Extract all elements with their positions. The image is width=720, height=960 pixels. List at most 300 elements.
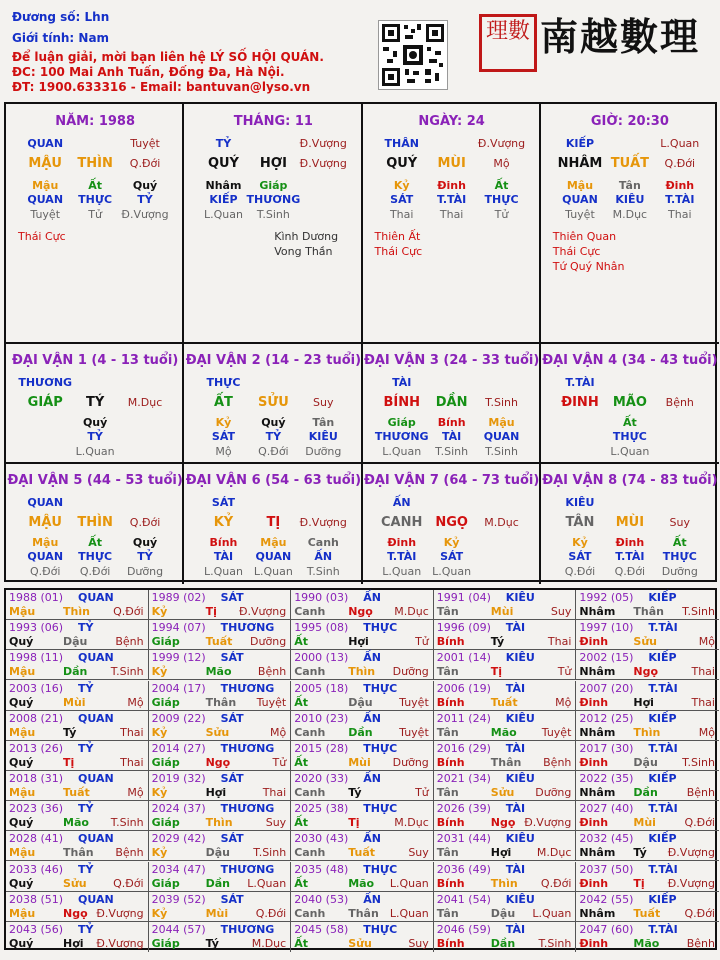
year-cell [149, 741, 292, 771]
hidden-stage: Q.Đới [29, 565, 61, 578]
year-branch: Thìn [63, 605, 90, 618]
hidden-god: THỰC [662, 550, 697, 563]
year-branch: Mùi [348, 755, 371, 769]
year-stage: Dưỡng [392, 755, 429, 769]
hidden-god: TỶ [137, 550, 153, 563]
year-label: 1988 (01) [9, 591, 64, 604]
year-cell [434, 831, 577, 861]
year-label: 2036 (49) [436, 862, 491, 876]
pillar-stem: MẬU [28, 156, 62, 171]
year-branch: Dậu [490, 906, 516, 920]
luck-stage: Q.Đới [129, 516, 161, 529]
year-god: ẤN [363, 651, 381, 665]
year-stem: Kỷ [151, 786, 168, 799]
year-cell [434, 620, 577, 650]
year-branch: Dần [205, 876, 230, 890]
year-label: 2017 (30) [579, 741, 634, 755]
hidden-god: T.TÀI [615, 550, 645, 563]
year-stem: Mậu [9, 725, 36, 739]
year-branch: Tị [63, 755, 75, 769]
year-stem: Mậu [9, 906, 36, 920]
year-branch: Sửu [205, 725, 230, 739]
hidden-stem: Kỷ [215, 416, 232, 429]
year-god: THƯƠNG [220, 922, 275, 936]
hidden-stem: Mậu [260, 536, 287, 549]
luck-title: ĐẠI VẬN 1 (4 - 13 tuổi) [11, 353, 179, 368]
year-cell [291, 681, 434, 711]
hidden-stem: Canh [307, 536, 339, 549]
hidden-god: KIÊU [308, 430, 338, 443]
hidden-stem: Quý [132, 179, 158, 192]
year-label: 2033 (46) [9, 862, 64, 876]
year-cell [291, 650, 434, 680]
year-cell [576, 741, 719, 771]
year-stage: M.Dục [394, 816, 429, 830]
year-branch: Tuất [63, 786, 90, 799]
year-stem: Tân [436, 786, 459, 799]
hidden-stem: Đinh [665, 179, 695, 192]
year-branch: Tị [348, 816, 360, 830]
year-stem: Kỷ [151, 605, 168, 618]
year-stage: T.Sinh [538, 936, 572, 950]
year-branch: Thân [633, 605, 664, 618]
hidden-stem: Bính [209, 536, 238, 549]
year-stage: Tử [415, 635, 429, 649]
year-god: ẤN [363, 832, 381, 846]
year-label: 2047 (60) [579, 922, 634, 936]
hidden-stage: T.Sinh [306, 565, 340, 578]
year-god: THƯƠNG [220, 621, 275, 635]
year-label: 2021 (34) [436, 772, 491, 785]
year-cell [576, 831, 719, 861]
year-stem: Tân [436, 665, 459, 679]
year-cell [6, 771, 149, 801]
hidden-stage: Q.Đới [258, 445, 289, 458]
year-cell [6, 590, 149, 620]
year-cell [6, 831, 149, 861]
year-cell [434, 892, 577, 922]
year-stage: L.Quan [247, 876, 287, 890]
year-stage: T.Sinh [682, 755, 715, 769]
year-branch: Tị [633, 876, 645, 890]
year-cell [576, 620, 719, 650]
year-branch: Thân [63, 846, 94, 860]
pillar-branch: THÌN [77, 156, 113, 171]
year-branch: Dậu [348, 695, 373, 709]
hidden-god: TÀI [213, 550, 234, 563]
year-branch: Dậu [633, 755, 658, 769]
year-stage: Q.Đới [684, 816, 715, 830]
year-stage: Mộ [127, 786, 144, 799]
year-label: 2001 (14) [436, 651, 491, 665]
year-cell [434, 741, 577, 771]
pillar-title: NĂM: 1988 [55, 114, 136, 129]
year-branch: Dậu [63, 635, 88, 649]
year-cell [149, 620, 292, 650]
year-god: T.TÀI [648, 802, 678, 816]
year-label: 2046 (59) [436, 922, 491, 936]
hidden-god: TỶ [87, 430, 103, 443]
year-stage: Tử [415, 786, 429, 799]
year-stage: M.Dục [536, 846, 572, 860]
year-stem: Bính [436, 936, 465, 950]
year-god: KIÊU [505, 832, 535, 846]
pillar-stem-stage: Đ.Vượng [299, 137, 347, 150]
year-god: THƯƠNG [220, 741, 275, 755]
header [0, 0, 720, 100]
hidden-stage: L.Quan [382, 565, 422, 578]
year-label: 2045 (58) [294, 922, 349, 936]
year-stem: Nhâm [579, 665, 616, 679]
year-label: 2044 (57) [151, 922, 206, 936]
year-stage: Đ.Vượng [96, 906, 144, 920]
luck-stage: Suy [313, 396, 334, 409]
year-branch: Thìn [633, 725, 661, 739]
spirit-star: Thái Cực [552, 245, 601, 258]
year-stage: Bệnh [257, 665, 287, 679]
year-god: THỰC [363, 922, 398, 936]
year-branch: Hợi [348, 635, 369, 649]
luck-cell [363, 464, 541, 584]
year-label: 2030 (43) [294, 832, 349, 846]
year-god: ẤN [363, 772, 381, 785]
hidden-god: SÁT [440, 550, 464, 563]
year-god: KIẾP [648, 892, 677, 906]
year-god: TÀI [505, 741, 526, 755]
year-label: 2023 (36) [9, 802, 64, 816]
luck-god: QUAN [27, 496, 64, 509]
year-cell [6, 620, 149, 650]
gender: Giới tính: Nam [12, 31, 110, 45]
year-cell [434, 862, 577, 892]
year-label: 2024 (37) [151, 802, 206, 816]
hidden-stem: Quý [261, 416, 286, 429]
luck-title: ĐẠI VẬN 7 (64 - 73 tuổi) [363, 473, 540, 488]
hidden-stage: T.Sinh [485, 445, 518, 458]
hidden-stem: Quý [132, 536, 158, 549]
hidden-stage: Thai [389, 208, 414, 221]
pillar-stem-stage: Đ.Vượng [477, 137, 526, 150]
pillar-branch-stage: Đ.Vượng [299, 157, 347, 170]
year-cell [576, 862, 719, 892]
year-stage: Tử [272, 755, 287, 769]
year-label: 1991 (04) [436, 591, 491, 604]
year-cell [291, 620, 434, 650]
hidden-stem: Tân [618, 179, 641, 192]
pillar-branch: MÙI [437, 156, 466, 171]
year-cell [576, 681, 719, 711]
luck-stem: ĐINH [561, 395, 599, 410]
year-label: 1999 (12) [151, 651, 206, 665]
luck-cell [541, 464, 719, 584]
year-branch: Tuất [633, 906, 661, 920]
year-stage: Suy [265, 816, 287, 830]
hidden-god: QUAN [483, 430, 520, 443]
hidden-god: THỰC [78, 193, 113, 206]
year-branch: Dần [490, 936, 516, 950]
year-label: 2018 (31) [9, 772, 64, 785]
year-stem: Giáp [151, 695, 180, 709]
hidden-stem: Đinh [615, 536, 645, 549]
year-stem: Canh [294, 665, 326, 679]
year-cell [149, 892, 292, 922]
hidden-stage: Dưỡng [126, 565, 164, 578]
year-god: THỰC [363, 741, 398, 755]
year-label: 2002 (15) [579, 651, 634, 665]
hidden-stem: Bính [437, 416, 466, 429]
year-stem: Ất [294, 755, 308, 769]
luck-stem: MẬU [28, 515, 62, 530]
year-label: 1989 (02) [151, 591, 206, 604]
year-god: KIẾP [648, 772, 677, 785]
hidden-stem: Mậu [566, 179, 594, 192]
hidden-god: KIÊU [615, 193, 645, 206]
luck-branch: THÌN [77, 515, 113, 530]
year-label: 2019 (32) [151, 772, 206, 785]
pillar-branch-stage: Mộ [493, 157, 510, 170]
pillar-title: THÁNG: 11 [233, 114, 313, 129]
pillar-stem-god: QUAN [27, 137, 64, 150]
year-god: QUAN [78, 711, 114, 725]
year-stem: Tân [436, 846, 459, 860]
year-god: KIẾP [648, 711, 677, 725]
year-stage: Thai [120, 755, 144, 769]
hidden-stage: T.Sinh [256, 208, 290, 221]
luck-stage: T.Sinh [485, 396, 518, 409]
luck-god: THƯƠNG [18, 376, 73, 389]
luck-cell [184, 344, 362, 464]
year-label: 1998 (11) [9, 651, 64, 665]
hidden-stage: Tuyệt [565, 208, 595, 221]
year-stage: Tử [557, 665, 572, 679]
year-stem: Mậu [9, 846, 36, 860]
year-stage: Tuyệt [399, 695, 429, 709]
hidden-stage: Q.Đới [79, 565, 111, 578]
year-god: THƯƠNG [220, 681, 275, 695]
year-cell [576, 922, 719, 952]
year-branch: Ngọ [348, 605, 373, 618]
year-cell [291, 741, 434, 771]
seal-stamp-icon [479, 14, 537, 72]
spirit-star: Thái Cực [374, 245, 423, 258]
year-god: THỰC [363, 681, 398, 695]
year-label: 2013 (26) [9, 741, 64, 755]
hidden-god: QUAN [255, 550, 292, 563]
year-god: TÀI [505, 621, 526, 635]
year-stem: Đinh [579, 695, 609, 709]
year-branch: Sửu [63, 876, 87, 890]
year-label: 2027 (40) [579, 802, 634, 816]
year-branch: Mùi [63, 695, 86, 709]
year-cell [6, 741, 149, 771]
address-line: ĐC: 100 Mai Anh Tuấn, Đống Đa, Hà Nội. [12, 65, 285, 79]
year-cell [291, 590, 434, 620]
year-label: 2032 (45) [579, 832, 634, 846]
phone-email-line: ĐT: 1900.633316 - Email: bantuvan@lyso.vn [12, 80, 311, 94]
year-god: T.TÀI [648, 681, 678, 695]
year-label: 2040 (53) [294, 892, 349, 906]
year-stage: Mộ [269, 725, 287, 739]
year-stem: Giáp [151, 936, 180, 950]
hidden-god: KIẾP [209, 193, 238, 206]
year-cell [291, 831, 434, 861]
year-stage: Mộ [698, 635, 715, 649]
year-label: 2000 (13) [294, 651, 349, 665]
year-god: SÁT [220, 772, 244, 785]
year-branch: Hợi [633, 695, 654, 709]
year-stage: Tuyệt [541, 725, 572, 739]
hidden-stage: Dưỡng [305, 445, 342, 458]
hidden-god: QUAN [27, 550, 64, 563]
year-branch: Dần [348, 725, 373, 739]
year-stem: Kỷ [151, 725, 168, 739]
hidden-stem: Đinh [387, 536, 417, 549]
hidden-god: TỶ [137, 193, 153, 206]
year-god: KIÊU [505, 711, 535, 725]
spirit-star: Thiên Ất [374, 230, 421, 243]
year-stage: Đ.Vượng [667, 846, 715, 860]
year-stem: Tân [436, 725, 459, 739]
year-god: THỰC [363, 621, 398, 635]
qr-code-icon[interactable] [378, 20, 448, 90]
year-cell [149, 650, 292, 680]
hidden-stem: Giáp [387, 416, 416, 429]
year-stage: Mộ [555, 695, 572, 709]
year-stem: Đinh [579, 816, 609, 830]
hidden-stem: Giáp [259, 179, 288, 192]
year-stage: Thai [547, 635, 572, 649]
year-stem: Canh [294, 846, 326, 860]
year-branch: Tị [490, 665, 503, 679]
year-god: TỶ [78, 922, 94, 936]
year-god: KIẾP [648, 832, 677, 846]
year-cell [149, 922, 292, 952]
year-god: KIẾP [648, 651, 677, 665]
year-stem: Quý [9, 635, 34, 649]
hidden-god: QUAN [27, 193, 64, 206]
year-label: 2026 (39) [436, 802, 491, 816]
luck-stage: Đ.Vượng [299, 516, 347, 529]
luck-god: KIÊU [565, 496, 595, 509]
year-branch: Hợi [490, 846, 512, 860]
year-label: 2014 (27) [151, 741, 206, 755]
year-label: 1995 (08) [294, 621, 349, 635]
spirit-star: Thái Cực [18, 230, 66, 243]
year-cell [576, 801, 719, 831]
luck-stage: Bệnh [665, 396, 694, 409]
year-branch: Hợi [63, 936, 84, 950]
luck-stage: M.Dục [127, 396, 163, 409]
year-god: T.TÀI [648, 741, 678, 755]
year-stem: Quý [9, 876, 34, 890]
year-branch: Tuất [205, 635, 233, 649]
luck-god: TÀI [392, 376, 412, 389]
year-stage: Mộ [698, 725, 715, 739]
year-god: QUAN [78, 591, 114, 604]
hidden-stem: Nhâm [205, 179, 242, 192]
year-branch: Thìn [205, 816, 233, 830]
year-branch: Mùi [205, 906, 229, 920]
year-god: SÁT [220, 651, 244, 665]
year-stem: Ất [294, 936, 308, 950]
year-cell [434, 681, 577, 711]
hidden-god: T.TÀI [436, 193, 467, 206]
year-branch: Tuất [490, 695, 518, 709]
luck-god: T.TÀI [565, 376, 595, 389]
year-stage: T.Sinh [253, 846, 287, 860]
hidden-stem: Kỷ [572, 536, 588, 549]
year-label: 2043 (56) [9, 922, 64, 936]
luck-title: ĐẠI VẬN 6 (54 - 63 tuổi) [185, 473, 362, 488]
hidden-god: THỰC [78, 550, 113, 563]
year-cell [149, 801, 292, 831]
year-cell [6, 922, 149, 952]
year-label: 2042 (55) [579, 892, 634, 906]
year-god: TÀI [505, 802, 526, 816]
hidden-stem: Ất [88, 536, 103, 549]
hidden-stem: Mậu [32, 179, 59, 192]
pillar-branch: TUẤT [610, 156, 650, 171]
hidden-stem: Đinh [437, 179, 466, 192]
year-cell [434, 801, 577, 831]
year-branch: Tý [490, 635, 505, 649]
year-stage: Bệnh [543, 755, 572, 769]
luck-stem: BÍNH [383, 395, 420, 410]
year-branch: Thân [348, 906, 379, 920]
hidden-stage: Tử [88, 208, 102, 221]
hidden-stage: Đ.Vượng [121, 208, 169, 221]
year-label: 2031 (44) [436, 832, 491, 846]
year-branch: Mão [205, 665, 232, 679]
hidden-stem: Quý [82, 416, 108, 429]
year-label: 2015 (28) [294, 741, 349, 755]
luck-branch: MÃO [612, 395, 647, 410]
luck-god: ẤN [392, 496, 411, 509]
hidden-god: QUAN [562, 193, 598, 206]
year-stem: Bính [436, 816, 465, 830]
year-branch: Mùi [633, 816, 656, 830]
luck-branch: TÝ [85, 395, 105, 410]
year-god: SÁT [220, 832, 244, 846]
year-stage: Đ.Vượng [524, 816, 572, 830]
year-god: KIÊU [505, 591, 535, 604]
year-god: KIÊU [505, 892, 535, 906]
year-god: SÁT [220, 892, 244, 906]
year-stem: Canh [294, 605, 326, 618]
year-cell [576, 892, 719, 922]
year-label: 2039 (52) [151, 892, 206, 906]
year-stem: Quý [9, 755, 34, 769]
year-stage: Bệnh [686, 936, 715, 950]
year-god: QUAN [78, 772, 114, 785]
hidden-stage: L.Quan [203, 208, 243, 221]
year-stem: Mậu [9, 605, 36, 618]
luck-cell [363, 344, 541, 464]
luck-god: SÁT [211, 496, 235, 509]
year-stem: Kỷ [151, 665, 168, 679]
year-stage: Thai [262, 786, 287, 799]
year-stage: Suy [408, 846, 429, 860]
year-stem: Bính [436, 755, 465, 769]
year-god: QUAN [78, 892, 114, 906]
luck-stem: KỶ [213, 515, 234, 530]
year-stem: Ất [294, 876, 308, 890]
hidden-god: T.TÀI [387, 550, 417, 563]
year-stage: Đ.Vượng [238, 605, 287, 618]
year-branch: Thìn [490, 876, 518, 890]
year-cell [291, 771, 434, 801]
hidden-stem: Tân [312, 416, 335, 429]
